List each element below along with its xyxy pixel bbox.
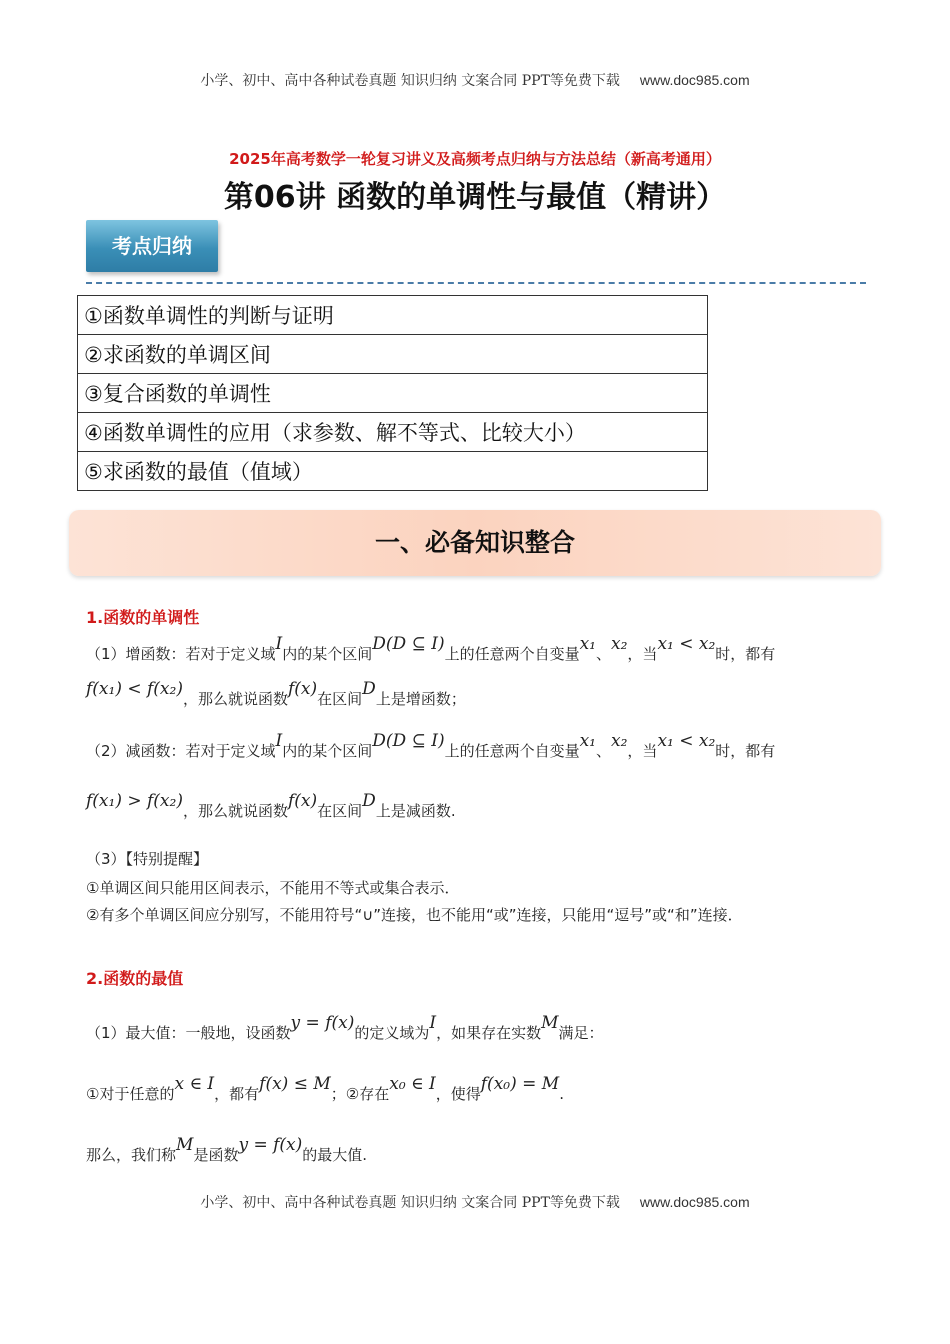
math-M: M [176, 1135, 194, 1155]
math-condition: x₁ < x₂ [657, 731, 716, 751]
table-row [78, 413, 708, 452]
math-x-in-I: x ∈ I [174, 1074, 215, 1094]
decreasing-def-line2 [86, 791, 456, 821]
math-x0-in-I: x₀ ∈ I [389, 1074, 436, 1094]
special-note-1: ①单调区间只能用区间表示，不能用不等式或集合表示． [86, 879, 460, 897]
max-def-conditions [86, 1074, 564, 1104]
text: 在区间 [317, 690, 363, 708]
text: ，那么就说函数 [182, 690, 288, 708]
math-D: D [362, 679, 376, 699]
footer-url[interactable]: www.doc985.com [639, 1194, 750, 1210]
decreasing-def-line1 [86, 731, 776, 761]
text: ，使得 [435, 1085, 481, 1103]
text: 那么，我们称 [86, 1146, 177, 1164]
text: 的定义域为 [354, 1024, 430, 1042]
text: . [559, 1085, 564, 1103]
page-footer [0, 1192, 950, 1212]
header-text: 小学、初中、高中各种试卷真题 知识归纳 文案合同 PPT等免费下载 [200, 73, 620, 89]
special-note-heading: （3）【特别提醒】 [86, 850, 209, 868]
document-subtitle: 2025年高考数学一轮复习讲义及高频考点归纳与方法总结（新高考通用） [229, 150, 721, 168]
increasing-def-line2 [86, 679, 466, 709]
increasing-def-line1 [86, 634, 776, 664]
heading-monotonicity: 1.函数的单调性 [86, 608, 200, 627]
text: ①对于任意的 [86, 1085, 175, 1103]
math-I: I [275, 634, 283, 654]
math-fx: f(x) [288, 791, 318, 811]
section-banner: 一、必备知识整合 [69, 510, 881, 576]
max-def-line1 [86, 1013, 604, 1043]
text: 是函数 [193, 1146, 239, 1164]
text: 满足： [558, 1024, 604, 1042]
key-point: ⑤求函数的最值（值域） [78, 452, 708, 491]
text: ；②存在 [330, 1085, 390, 1103]
key-points-table [77, 295, 708, 491]
math-fx-le-M: f(x) ≤ M [259, 1074, 331, 1094]
math-inequality: f(x₁) > f(x₂) [86, 791, 183, 811]
key-point: ①函数单调性的判断与证明 [78, 296, 708, 335]
math-y-eq-fx: y = f(x) [238, 1135, 303, 1155]
max-def-conclusion [86, 1135, 368, 1165]
text: ，当 [627, 742, 658, 760]
table-row [78, 335, 708, 374]
text: ，如果存在实数 [436, 1024, 542, 1042]
text: 、 [596, 742, 612, 760]
text: 的最大值. [302, 1146, 368, 1164]
math-M: M [541, 1013, 559, 1033]
text: 时，都有 [715, 742, 776, 760]
text: 在区间 [317, 802, 363, 820]
footer-text: 小学、初中、高中各种试卷真题 知识归纳 文案合同 PPT等免费下载 [200, 1195, 620, 1211]
math-interval-D: D(D ⊆ I) [372, 634, 445, 654]
header-url[interactable]: www.doc985.com [639, 72, 750, 88]
table-row [78, 452, 708, 491]
dashed-divider [86, 282, 866, 284]
text: 内的某个区间 [282, 645, 373, 663]
math-x1: x₁ [579, 634, 596, 654]
text: （1）增函数：若对于定义域 [86, 645, 276, 663]
text: 内的某个区间 [282, 742, 373, 760]
table-row [78, 374, 708, 413]
key-point: ④函数单调性的应用（求参数、解不等式、比较大小） [78, 413, 708, 452]
document-title: 第06讲 函数的单调性与最值（精讲） [223, 180, 727, 215]
heading-extremum: 2.函数的最值 [86, 969, 184, 988]
math-x2: x₂ [611, 634, 628, 654]
math-fx: f(x) [288, 679, 318, 699]
text: （2）减函数：若对于定义域 [86, 742, 276, 760]
page-header [0, 70, 950, 90]
math-I: I [275, 731, 283, 751]
text: 上的任意两个自变量 [444, 645, 580, 663]
text: 、 [596, 645, 612, 663]
table-row [78, 296, 708, 335]
math-inequality: f(x₁) < f(x₂) [86, 679, 183, 699]
math-x1: x₁ [579, 731, 596, 751]
text: 时，都有 [715, 645, 776, 663]
text: （1）最大值：一般地，设函数 [86, 1024, 291, 1042]
math-condition: x₁ < x₂ [657, 634, 716, 654]
text: 上是增函数； [375, 690, 466, 708]
math-fx0-eq-M: f(x₀) = M [480, 1074, 560, 1094]
key-point: ③复合函数的单调性 [78, 374, 708, 413]
text: ，都有 [214, 1085, 260, 1103]
math-D: D [362, 791, 376, 811]
math-x2: x₂ [611, 731, 628, 751]
text: ，那么就说函数 [182, 802, 288, 820]
key-point: ②求函数的单调区间 [78, 335, 708, 374]
text: ，当 [627, 645, 658, 663]
text: 上的任意两个自变量 [444, 742, 580, 760]
math-interval-D: D(D ⊆ I) [372, 731, 445, 751]
math-I: I [429, 1013, 437, 1033]
text: 上是减函数. [375, 802, 456, 820]
special-note-2: ②有多个单调区间应分别写，不能用符号“∪”连接，也不能用“或”连接，只能用“逗号”或“和”连接． [86, 906, 743, 924]
math-y-eq-fx: y = f(x) [290, 1013, 355, 1033]
section-badge: 考点归纳 [86, 220, 218, 272]
